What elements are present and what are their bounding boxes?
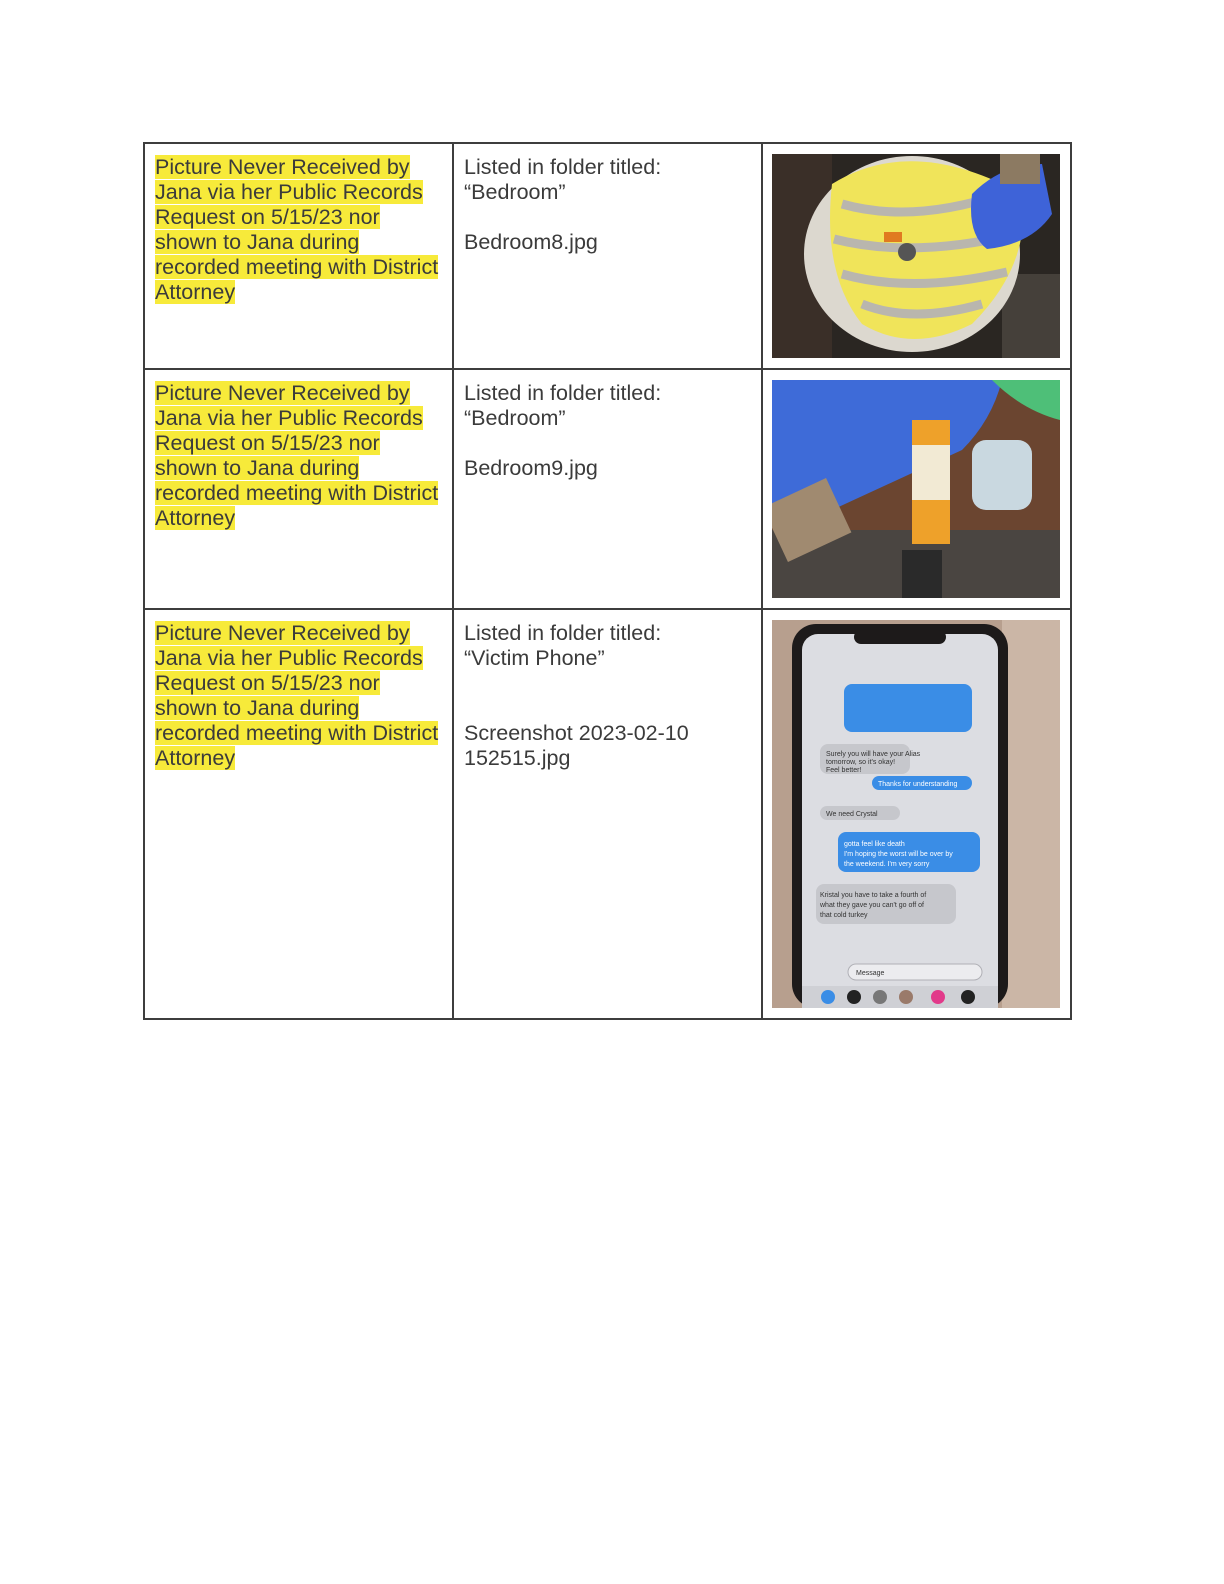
location-cell <box>453 143 762 369</box>
status-cell <box>144 609 453 1019</box>
phone-message: Surely you will have your Alias <box>826 751 921 758</box>
spacer <box>464 205 751 230</box>
folder-name: “Bedroom” <box>464 406 566 430</box>
status-text: Picture Never Received by Jana via her Public Records Request on 5/15/23 nor shown to Jana during recorded meeting with District Attorney <box>155 155 439 304</box>
status-text: Picture Never Received by Jana via her Public Records Request on 5/15/23 nor shown to Jana during recorded meeting with District Attorney <box>155 621 439 770</box>
status-text: Picture Never Received by Jana via her Public Records Request on 5/15/23 nor shown to Jana during recorded meeting with District Attorney <box>155 381 439 530</box>
folder-name: “Victim Phone” <box>464 646 605 670</box>
table-row <box>144 143 1071 369</box>
folder-label: Listed in folder titled: <box>464 621 662 645</box>
spacer <box>464 431 751 456</box>
phone-message-input: Message <box>856 970 885 977</box>
table-row <box>144 369 1071 609</box>
photo-cell <box>762 369 1071 609</box>
evidence-photo-icon <box>772 380 1060 598</box>
file-name: Bedroom8.jpg <box>464 230 598 254</box>
evidence-photo-icon <box>772 620 1060 1008</box>
file-name: Bedroom9.jpg <box>464 456 598 480</box>
evidence-photo-icon <box>772 154 1060 358</box>
phone-message: We need Crystal <box>826 811 878 818</box>
evidence-photo-bedroom8 <box>772 154 1060 358</box>
phone-message: gotta feel like death <box>844 841 905 848</box>
status-cell <box>144 369 453 609</box>
phone-message: that cold turkey <box>820 912 868 919</box>
table-row <box>144 609 1071 1019</box>
folder-label: Listed in folder titled: <box>464 381 662 405</box>
location-cell <box>453 369 762 609</box>
folder-name: “Bedroom” <box>464 180 566 204</box>
photo-cell <box>762 143 1071 369</box>
phone-message: tomorrow, so it's okay! <box>826 759 896 766</box>
file-name: Screenshot 2023-02-10 152515.jpg <box>464 721 689 770</box>
phone-message: what they gave you can't go off of <box>820 902 924 909</box>
evidence-photo-victim-phone <box>772 620 1060 1008</box>
location-cell <box>453 609 762 1019</box>
phone-message: Feel better! <box>826 767 862 774</box>
spacer <box>464 671 751 721</box>
phone-message: the weekend. I'm very sorry <box>844 861 930 868</box>
phone-message: Kristal you have to take a fourth of <box>820 892 927 899</box>
evidence-table <box>143 142 1072 1020</box>
evidence-photo-bedroom9 <box>772 380 1060 598</box>
folder-label: Listed in folder titled: <box>464 155 662 179</box>
photo-cell <box>762 609 1071 1019</box>
status-cell <box>144 143 453 369</box>
phone-message: I'm hoping the worst will be over by <box>844 851 953 858</box>
phone-message: Thanks for understanding <box>878 781 958 788</box>
